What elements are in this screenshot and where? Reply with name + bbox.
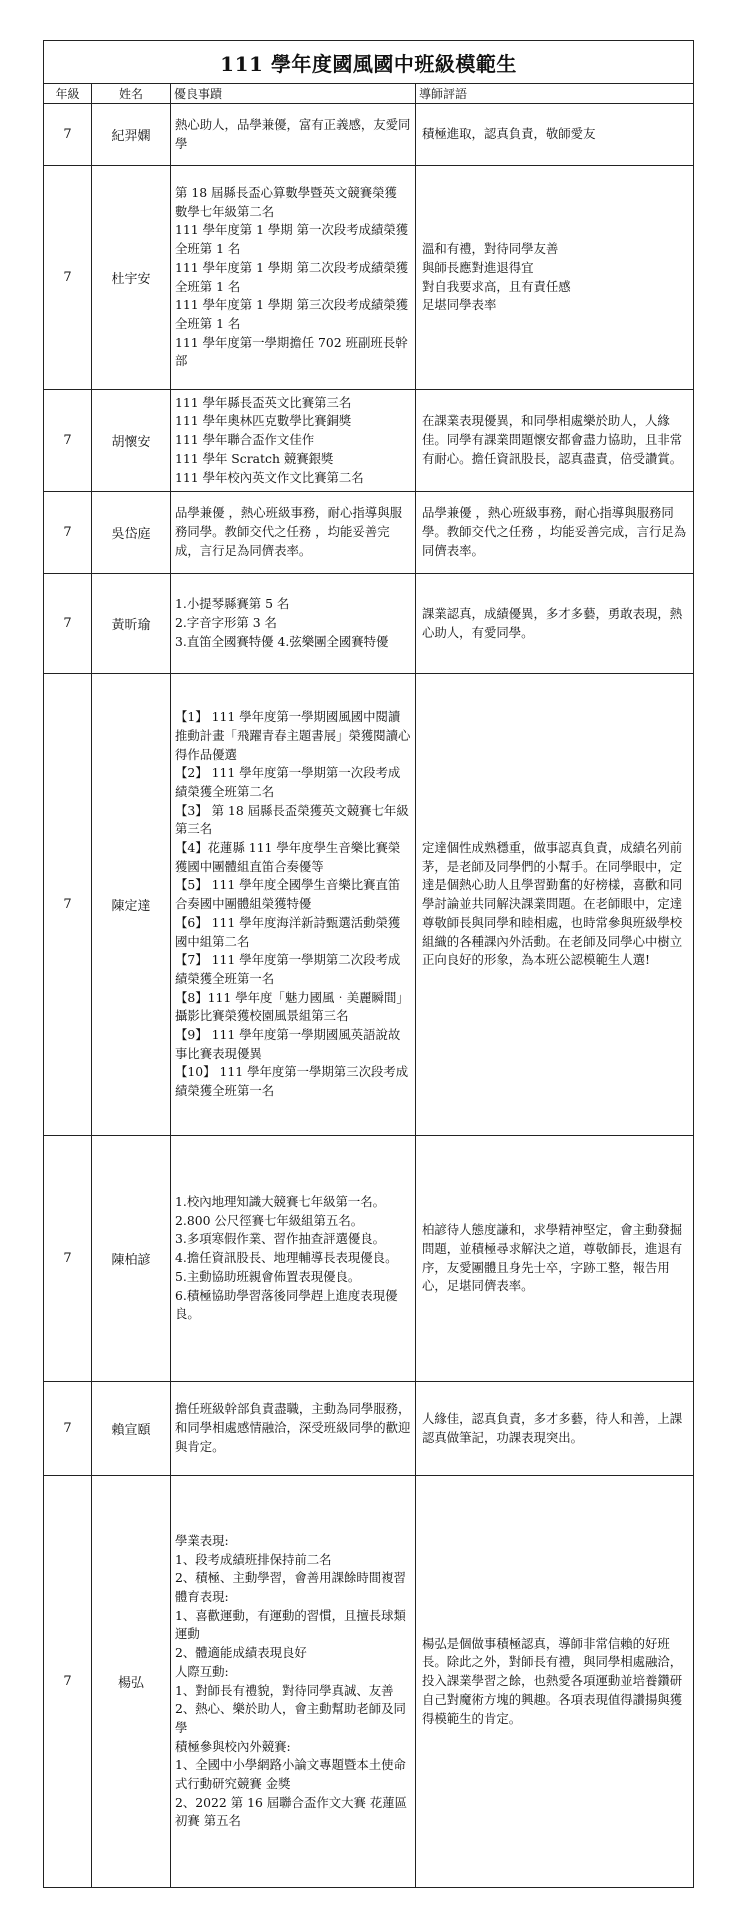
deed-line: 111 學年 Scratch 競賽銀獎 bbox=[175, 450, 334, 466]
teacher-comment-cell bbox=[416, 166, 694, 390]
comment-line: 與師長應對進退得宜 bbox=[422, 259, 534, 275]
header-deeds: 優良事蹟 bbox=[171, 84, 416, 104]
comment-line: 課業認真，成績優異，多才多藝，勇敢表現，熱心助人，有愛同學。 bbox=[422, 605, 683, 640]
deed-line: 人際互動: bbox=[175, 1663, 229, 1679]
deeds-cell bbox=[171, 492, 416, 574]
teacher-comment-cell bbox=[416, 104, 694, 166]
grade-cell: 7 bbox=[44, 492, 92, 574]
comment-line: 在課業表現優異，和同學相處樂於助人，人緣佳。同學有課業問題懷安都會盡力協助，且非常有耐心。擔任資訊股長，認真盡責，倍受讚賞。 bbox=[422, 413, 683, 466]
deed-line: 【1】 111 學年度第一學期國風國中閱讀推動計畫「飛躍青春主題書展」榮獲閱讀心得作品優選 bbox=[175, 709, 411, 762]
header-row bbox=[44, 84, 694, 104]
deed-line: 1、段考成績班排保持前二名 bbox=[175, 1551, 332, 1567]
deed-line: 【10】 111 學年度第一學期第三次段考成績榮獲全班第一名 bbox=[175, 1064, 409, 1099]
deed-line: 【9】 111 學年度第一學期國風英語說故事比賽表現優異 bbox=[175, 1027, 401, 1061]
deed-line: 2、體適能成績表現良好 bbox=[175, 1645, 307, 1661]
deed-line: 1.校內地理知識大競賽七年級第一名。 bbox=[175, 1194, 386, 1210]
deed-line: 111 學年校內英文作文比賽第二名 bbox=[175, 469, 364, 485]
deed-line: 【8】111 學年度「魅力國風‧美麗瞬間」攝影比賽榮獲校園風景組第三名 bbox=[175, 989, 409, 1024]
teacher-comment-cell bbox=[416, 1382, 694, 1476]
deed-line: 2.800 公尺徑賽七年級組第五名。 bbox=[175, 1212, 364, 1228]
deed-line: 5.主動協助班親會佈置表現優良。 bbox=[175, 1268, 361, 1284]
deed-line: 1.小提琴縣賽第 5 名 bbox=[175, 596, 290, 612]
deed-line: 111 學年度第 1 學期 第一次段考成績榮獲全班第 1 名 bbox=[175, 222, 409, 257]
grade-cell: 7 bbox=[44, 390, 92, 492]
deed-line: 品學兼優 ，熱心班級事務，耐心指導與服務同學。教師交代之任務 ，均能妥善完成，言行足為同儕表率。 bbox=[175, 505, 402, 558]
deed-line: 111 學年度第 1 學期 第三次段考成績榮獲全班第 1 名 bbox=[175, 297, 409, 331]
deed-line: 體育表現: bbox=[175, 1588, 229, 1604]
grade-cell: 7 bbox=[44, 674, 92, 1136]
deed-line: 111 學年奧林匹克數學比賽銅獎 bbox=[175, 413, 352, 429]
comment-line: 足堪同學表率 bbox=[422, 297, 497, 313]
comment-line: 楊弘是個做事積極認真，導師非常信賴的好班長。除此之外，對師長有禮，與同學相處融洽，投入課業學習之餘，也熱愛各項運動並培養鑽研自己對魔術方塊的興趣。各項表現值得讚揚與獲得模範生的肯定。 bbox=[422, 1635, 683, 1726]
comment-line: 柏諺待人態度謙和，求學精神堅定，會主動發掘問題，並積極尋求解決之道，尊敬師長，進退有序，友愛團體且身先士卒，字跡工整，報告用心，足堪同儕表率。 bbox=[422, 1222, 683, 1294]
student-name: 紀羿嫻 bbox=[92, 104, 171, 166]
deeds-cell bbox=[171, 674, 416, 1136]
header-comment: 導師評語 bbox=[416, 84, 694, 104]
deeds-cell bbox=[171, 574, 416, 674]
deed-line: 熱心助人，品學兼優，富有正義感，友愛同學 bbox=[175, 116, 411, 151]
teacher-comment-cell bbox=[416, 390, 694, 492]
deed-line: 【6】 111 學年度海洋新詩甄選活動榮獲國中組第二名 bbox=[175, 914, 401, 949]
comment-line: 對自我要求高，且有責任感 bbox=[422, 278, 571, 294]
deed-line: 學業表現: bbox=[175, 1532, 229, 1548]
comment-line: 品學兼優 ，熱心班級事務，耐心指導與服務同學。教師交代之任務 ，均能妥善完成，言行足為同儕表率。 bbox=[422, 505, 687, 558]
student-name: 胡懷安 bbox=[92, 390, 171, 492]
teacher-comment-cell bbox=[416, 574, 694, 674]
deed-line: 【4】花蓮縣 111 學年度學生音樂比賽榮獲國中團體組直笛合奏優等 bbox=[175, 840, 401, 874]
deed-line: 3.直笛全國賽特優 4.弦樂團全國賽特優 bbox=[175, 633, 389, 649]
header-name: 姓名 bbox=[92, 84, 171, 104]
header-grade: 年級 bbox=[44, 84, 92, 104]
table-row bbox=[44, 674, 694, 1136]
table-row bbox=[44, 166, 694, 390]
grade-cell: 7 bbox=[44, 1476, 92, 1888]
deed-line: 第 18 屆縣長盃心算數學暨英文競賽榮獲 數學七年級第二名 bbox=[175, 184, 397, 219]
deeds-cell bbox=[171, 390, 416, 492]
teacher-comment-cell bbox=[416, 492, 694, 574]
deed-line: 3.多項寒假作業、習作抽查評選優良。 bbox=[175, 1231, 386, 1247]
deeds-cell bbox=[171, 104, 416, 166]
deed-line: 2、積極、主動學習，會善用課餘時間複習 bbox=[175, 1570, 406, 1586]
deed-line: 【2】 111 學年度第一學期第一次段考成績榮獲全班第二名 bbox=[175, 765, 401, 799]
title-row bbox=[44, 41, 694, 84]
student-name: 賴宣頤 bbox=[92, 1382, 171, 1476]
student-name: 楊弘 bbox=[92, 1476, 171, 1888]
honor-students-table bbox=[43, 40, 694, 1888]
teacher-comment-cell bbox=[416, 1476, 694, 1888]
deed-line: 2、2022 第 16 屆聯合盃作文大賽 花蓮區初賽 第五名 bbox=[175, 1794, 408, 1829]
deed-line: 1、對師長有禮貌，對待同學真誠、友善 bbox=[175, 1682, 394, 1698]
deed-line: 6.積極協助學習落後同學趕上進度表現優良。 bbox=[175, 1287, 398, 1322]
deed-line: 111 學年縣長盃英文比賽第三名 bbox=[175, 394, 352, 410]
table-row bbox=[44, 574, 694, 674]
deed-line: 111 學年度第一學期擔任 702 班副班長幹部 bbox=[175, 334, 408, 369]
comment-line: 溫和有禮，對待同學友善 bbox=[422, 241, 559, 257]
table-row bbox=[44, 104, 694, 166]
comment-line: 人緣佳，認真負責，多才多藝，待人和善，上課認真做筆記，功課表現突出。 bbox=[422, 1410, 683, 1445]
deed-line: 1、喜歡運動，有運動的習慣，且擅長球類運動 bbox=[175, 1607, 406, 1642]
comment-line: 積極進取，認真負責，敬師愛友 bbox=[422, 126, 596, 142]
deed-line: 2、熱心、樂於助人，會主動幫助老師及同學 bbox=[175, 1701, 406, 1735]
deed-line: 1、全國中小學網路小論文專題暨本土使命式行動研究競賽 金獎 bbox=[175, 1757, 406, 1792]
student-name: 陳定達 bbox=[92, 674, 171, 1136]
deed-line: 111 學年聯合盃作文佳作 bbox=[175, 432, 315, 448]
teacher-comment-cell bbox=[416, 1136, 694, 1382]
deed-line: 擔任班級幹部負責盡職，主動為同學服務，和同學相處感情融洽，深受班級同學的歡迎與肯定。 bbox=[175, 1401, 411, 1454]
table-row bbox=[44, 492, 694, 574]
table-row bbox=[44, 1476, 694, 1888]
grade-cell: 7 bbox=[44, 1136, 92, 1382]
deed-line: 積極參與校內外競賽: bbox=[175, 1738, 291, 1754]
grade-cell: 7 bbox=[44, 104, 92, 166]
table-row bbox=[44, 390, 694, 492]
student-name: 黃昕瑜 bbox=[92, 574, 171, 674]
grade-cell: 7 bbox=[44, 1382, 92, 1476]
student-name: 杜宇安 bbox=[92, 166, 171, 390]
table-row bbox=[44, 1136, 694, 1382]
deeds-cell bbox=[171, 1476, 416, 1888]
deed-line: 【3】 第 18 屆縣長盃榮獲英文競賽七年級第三名 bbox=[175, 802, 409, 837]
deed-line: 4.擔任資訊股長、地理輔導長表現優良。 bbox=[175, 1250, 398, 1266]
comment-line: 定達個性成熟穩重，做事認真負責，成績名列前茅，是老師及同學們的小幫手。在同學眼中，定達是個熱心助人且學習勤奮的好榜樣，喜歡和同學討論並共同解決課業問題。在老師眼中，定達尊敬師長與同學和睦相處，也時常參與班級學校組織的各種課內外活動。在老師及同學心中樹立正向良好的形象，為本班公認模範生人選! bbox=[422, 840, 683, 968]
deeds-cell bbox=[171, 1136, 416, 1382]
student-name: 吳岱庭 bbox=[92, 492, 171, 574]
deed-line: 2.字音字形第 3 名 bbox=[175, 615, 277, 631]
teacher-comment-cell bbox=[416, 674, 694, 1136]
deed-line: 111 學年度第 1 學期 第二次段考成績榮獲全班第 1 名 bbox=[175, 259, 409, 294]
document-sheet bbox=[43, 40, 693, 1888]
deeds-cell bbox=[171, 1382, 416, 1476]
deed-line: 【5】 111 學年度全國學生音樂比賽直笛合奏國中團體組榮獲特優 bbox=[175, 877, 401, 912]
grade-cell: 7 bbox=[44, 166, 92, 390]
deed-line: 【7】 111 學年度第一學期第二次段考成績榮獲全班第一名 bbox=[175, 952, 401, 986]
deeds-cell bbox=[171, 166, 416, 390]
grade-cell: 7 bbox=[44, 574, 92, 674]
student-name: 陳柏諺 bbox=[92, 1136, 171, 1382]
table-row bbox=[44, 1382, 694, 1476]
page-title: 111 學年度國風國中班級模範生 bbox=[44, 41, 694, 84]
